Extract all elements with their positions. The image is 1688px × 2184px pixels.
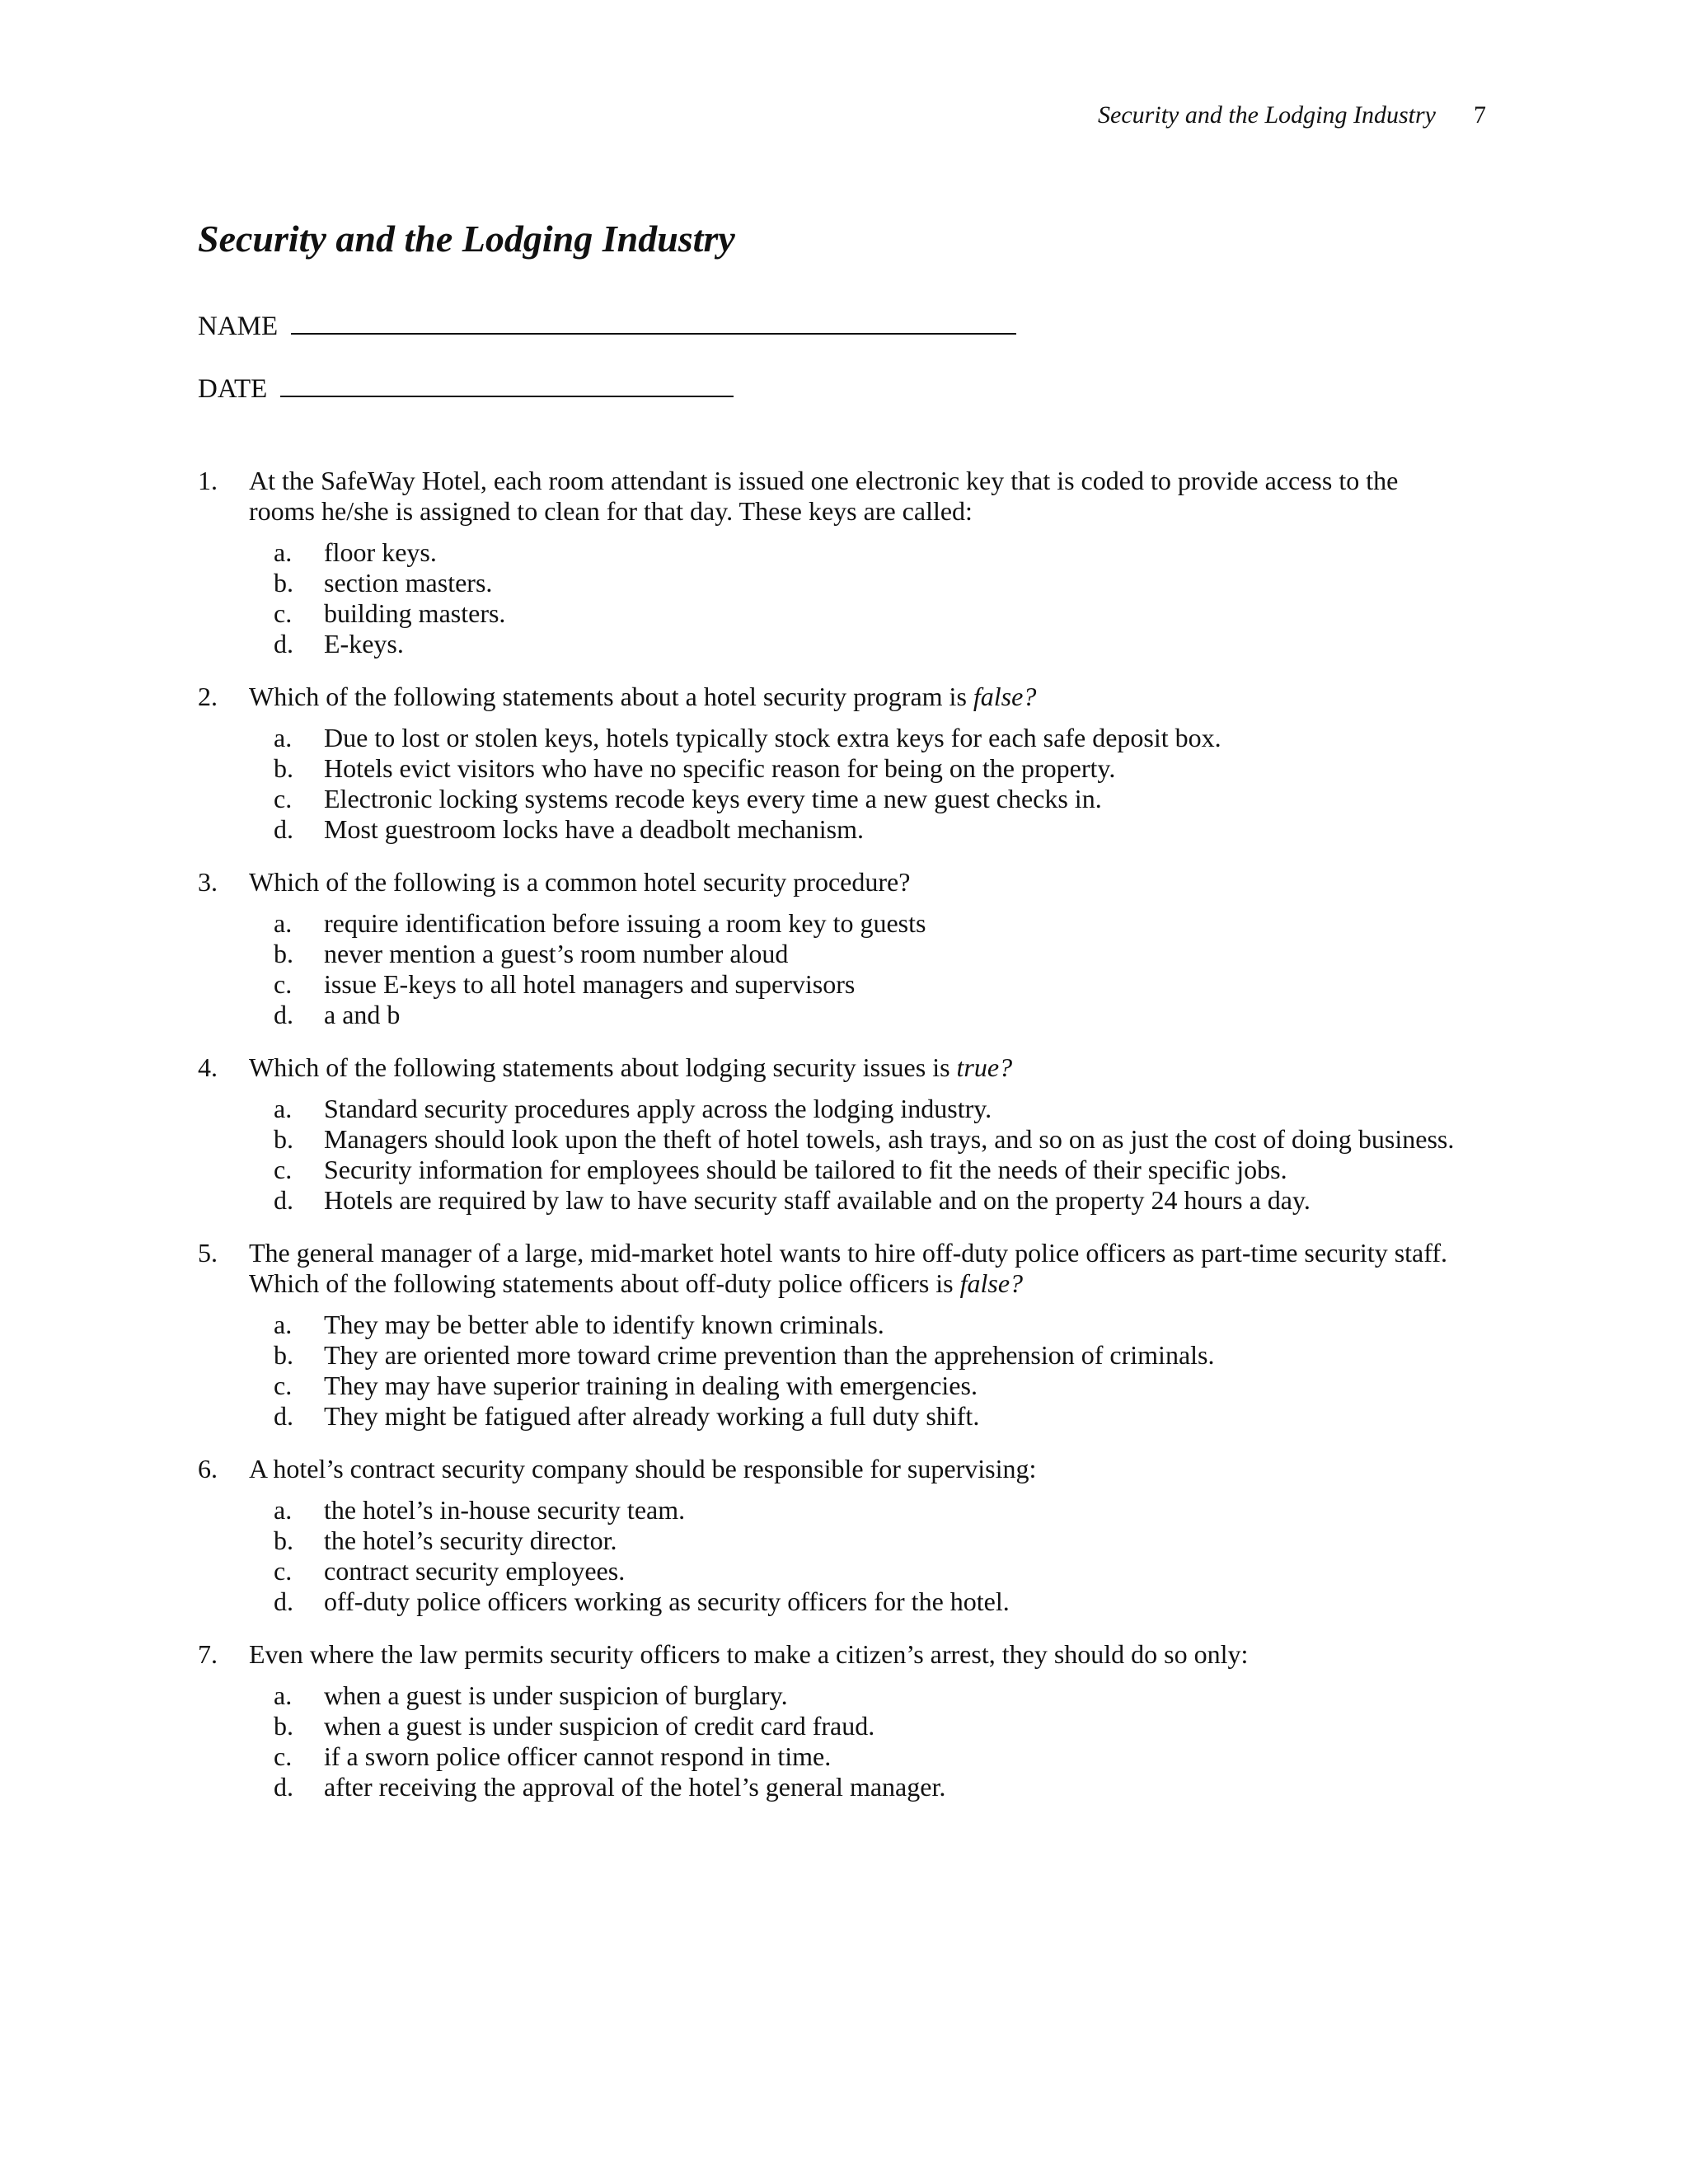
date-blank-line bbox=[280, 371, 734, 397]
option-letter: c. bbox=[274, 1371, 293, 1400]
option-text: if a sworn police officer cannot respond in time. bbox=[324, 1741, 832, 1771]
option-text: Due to lost or stolen keys, hotels typically stock extra keys for each safe deposit box. bbox=[324, 723, 1221, 752]
answer-option bbox=[249, 1586, 1467, 1617]
answer-options bbox=[249, 1495, 1467, 1617]
option-letter: d. bbox=[274, 1185, 293, 1215]
question-number: 7. bbox=[198, 1639, 218, 1669]
option-text: the hotel’s in-house security team. bbox=[324, 1495, 686, 1525]
page-number: 7 bbox=[1474, 101, 1486, 129]
question-stem-emphasis: false? bbox=[959, 1268, 1024, 1298]
question-number: 3. bbox=[198, 867, 218, 897]
question-stem-text: A hotel’s contract security company should be responsible for supervising: bbox=[249, 1454, 1037, 1483]
option-letter: d. bbox=[274, 1586, 293, 1616]
name-label: NAME bbox=[198, 312, 279, 341]
date-field-row bbox=[198, 371, 734, 405]
answer-option bbox=[249, 1310, 1467, 1340]
question-stem bbox=[249, 1238, 1467, 1299]
option-text: They may be better able to identify known criminals. bbox=[324, 1310, 884, 1339]
answer-option bbox=[249, 1556, 1467, 1586]
question-number: 2. bbox=[198, 682, 218, 711]
option-letter: b. bbox=[274, 1340, 293, 1370]
answer-options bbox=[249, 1310, 1467, 1432]
question-item bbox=[198, 466, 1467, 659]
question-stem-text: Which of the following is a common hotel security procedure? bbox=[249, 867, 911, 897]
option-text: They are oriented more toward crime prevention than the apprehension of criminals. bbox=[324, 1340, 1215, 1370]
option-letter: b. bbox=[274, 939, 293, 968]
question-stem bbox=[249, 867, 1467, 898]
option-text: building masters. bbox=[324, 598, 506, 628]
answer-option bbox=[249, 1741, 1467, 1772]
answer-option bbox=[249, 568, 1467, 598]
answer-option bbox=[249, 939, 1467, 969]
option-letter: b. bbox=[274, 753, 293, 783]
option-text: E-keys. bbox=[324, 629, 404, 658]
answer-option bbox=[249, 598, 1467, 629]
question-number: 6. bbox=[198, 1454, 218, 1483]
option-letter: c. bbox=[274, 1741, 293, 1771]
question-stem-text: At the SafeWay Hotel, each room attendant is issued one electronic key that is coded to provide access to the rooms he/she is assigned to clean for that day. These keys are called: bbox=[249, 466, 1399, 526]
option-text: when a guest is under suspicion of credit card fraud. bbox=[324, 1711, 875, 1741]
answer-option bbox=[249, 1371, 1467, 1401]
option-letter: a. bbox=[274, 1495, 293, 1525]
question-stem-emphasis: true? bbox=[956, 1052, 1013, 1082]
question-number: 5. bbox=[198, 1238, 218, 1268]
option-text: contract security employees. bbox=[324, 1556, 626, 1586]
option-letter: c. bbox=[274, 784, 293, 813]
question-list bbox=[198, 466, 1467, 1825]
option-letter: a. bbox=[274, 1094, 293, 1123]
answer-option bbox=[249, 908, 1467, 939]
option-text: Electronic locking systems recode keys every time a new guest checks in. bbox=[324, 784, 1102, 813]
answer-options bbox=[249, 908, 1467, 1030]
option-text: Most guestroom locks have a deadbolt mechanism. bbox=[324, 814, 864, 844]
option-letter: d. bbox=[274, 1401, 293, 1431]
option-text: Standard security procedures apply across the lodging industry. bbox=[324, 1094, 992, 1123]
answer-option bbox=[249, 629, 1467, 659]
answer-option bbox=[249, 969, 1467, 1000]
answer-option bbox=[249, 1526, 1467, 1556]
answer-option bbox=[249, 537, 1467, 568]
question-stem-text: Which of the following statements about lodging security issues is bbox=[249, 1052, 957, 1082]
answer-option bbox=[249, 1155, 1467, 1185]
option-letter: d. bbox=[274, 1000, 293, 1029]
option-text: the hotel’s security director. bbox=[324, 1526, 617, 1555]
question-stem-emphasis: false? bbox=[973, 682, 1037, 711]
option-text: require identification before issuing a room key to guests bbox=[324, 908, 926, 938]
option-text: after receiving the approval of the hotel’s general manager. bbox=[324, 1772, 946, 1802]
answer-option bbox=[249, 1124, 1467, 1155]
question-item bbox=[198, 1454, 1467, 1617]
option-text: section masters. bbox=[324, 568, 493, 598]
option-text: a and b bbox=[324, 1000, 401, 1029]
option-letter: c. bbox=[274, 598, 293, 628]
answer-option bbox=[249, 1340, 1467, 1371]
question-item bbox=[198, 1238, 1467, 1432]
answer-option bbox=[249, 1680, 1467, 1711]
answer-option bbox=[249, 814, 1467, 845]
answer-options bbox=[249, 537, 1467, 659]
option-letter: b. bbox=[274, 1526, 293, 1555]
option-letter: c. bbox=[274, 969, 293, 999]
answer-options bbox=[249, 1094, 1467, 1216]
option-text: never mention a guest’s room number aloud bbox=[324, 939, 789, 968]
option-text: off-duty police officers working as security officers for the hotel. bbox=[324, 1586, 1010, 1616]
option-text: Managers should look upon the theft of hotel towels, ash trays, and so on as just the cost of doing business. bbox=[324, 1124, 1455, 1154]
question-stem bbox=[249, 1454, 1467, 1484]
answer-option bbox=[249, 1401, 1467, 1432]
running-header bbox=[1098, 99, 1486, 132]
option-letter: b. bbox=[274, 1124, 293, 1154]
option-letter: a. bbox=[274, 723, 293, 752]
answer-option bbox=[249, 784, 1467, 814]
name-field-row bbox=[198, 308, 1016, 343]
question-stem bbox=[249, 1639, 1467, 1670]
option-letter: d. bbox=[274, 814, 293, 844]
option-text: when a guest is under suspicion of burglary. bbox=[324, 1680, 788, 1710]
question-item bbox=[198, 1639, 1467, 1802]
answer-option bbox=[249, 753, 1467, 784]
option-letter: a. bbox=[274, 1310, 293, 1339]
option-letter: d. bbox=[274, 629, 293, 658]
date-label: DATE bbox=[198, 374, 268, 404]
question-item bbox=[198, 682, 1467, 845]
answer-option bbox=[249, 1772, 1467, 1802]
answer-option bbox=[249, 1185, 1467, 1216]
question-item bbox=[198, 1052, 1467, 1216]
question-stem-text: The general manager of a large, mid-market hotel wants to hire off-duty police officers as part-time security staff. Which of the following statements about off-duty police officers is bbox=[249, 1238, 1447, 1298]
question-stem bbox=[249, 466, 1467, 527]
option-text: Hotels evict visitors who have no specific reason for being on the property. bbox=[324, 753, 1116, 783]
option-letter: b. bbox=[274, 1711, 293, 1741]
answer-options bbox=[249, 1680, 1467, 1802]
question-number: 1. bbox=[198, 466, 218, 495]
answer-option bbox=[249, 1495, 1467, 1526]
question-stem bbox=[249, 682, 1467, 712]
option-text: Hotels are required by law to have security staff available and on the property 24 hours a day. bbox=[324, 1185, 1311, 1215]
option-letter: a. bbox=[274, 908, 293, 938]
option-text: issue E-keys to all hotel managers and supervisors bbox=[324, 969, 856, 999]
answer-options bbox=[249, 723, 1467, 845]
answer-option bbox=[249, 1094, 1467, 1124]
option-letter: c. bbox=[274, 1556, 293, 1586]
answer-option bbox=[249, 723, 1467, 753]
option-text: They may have superior training in dealing with emergencies. bbox=[324, 1371, 978, 1400]
option-letter: c. bbox=[274, 1155, 293, 1184]
answer-option bbox=[249, 1711, 1467, 1741]
option-letter: a. bbox=[274, 1680, 293, 1710]
question-number: 4. bbox=[198, 1052, 218, 1082]
question-item bbox=[198, 867, 1467, 1030]
answer-option bbox=[249, 1000, 1467, 1030]
option-letter: d. bbox=[274, 1772, 293, 1802]
question-stem bbox=[249, 1052, 1467, 1083]
option-text: Security information for employees should be tailored to fit the needs of their specific jobs. bbox=[324, 1155, 1287, 1184]
option-text: They might be fatigued after already working a full duty shift. bbox=[324, 1401, 980, 1431]
name-blank-line bbox=[291, 308, 1016, 335]
option-letter: b. bbox=[274, 568, 293, 598]
option-text: floor keys. bbox=[324, 537, 437, 567]
option-letter: a. bbox=[274, 537, 293, 567]
page-title: Security and the Lodging Industry bbox=[198, 218, 735, 260]
question-stem-text: Which of the following statements about a hotel security program is bbox=[249, 682, 973, 711]
running-header-title: Security and the Lodging Industry bbox=[1098, 101, 1436, 129]
question-stem-text: Even where the law permits security officers to make a citizen’s arrest, they should do so only: bbox=[249, 1639, 1249, 1669]
